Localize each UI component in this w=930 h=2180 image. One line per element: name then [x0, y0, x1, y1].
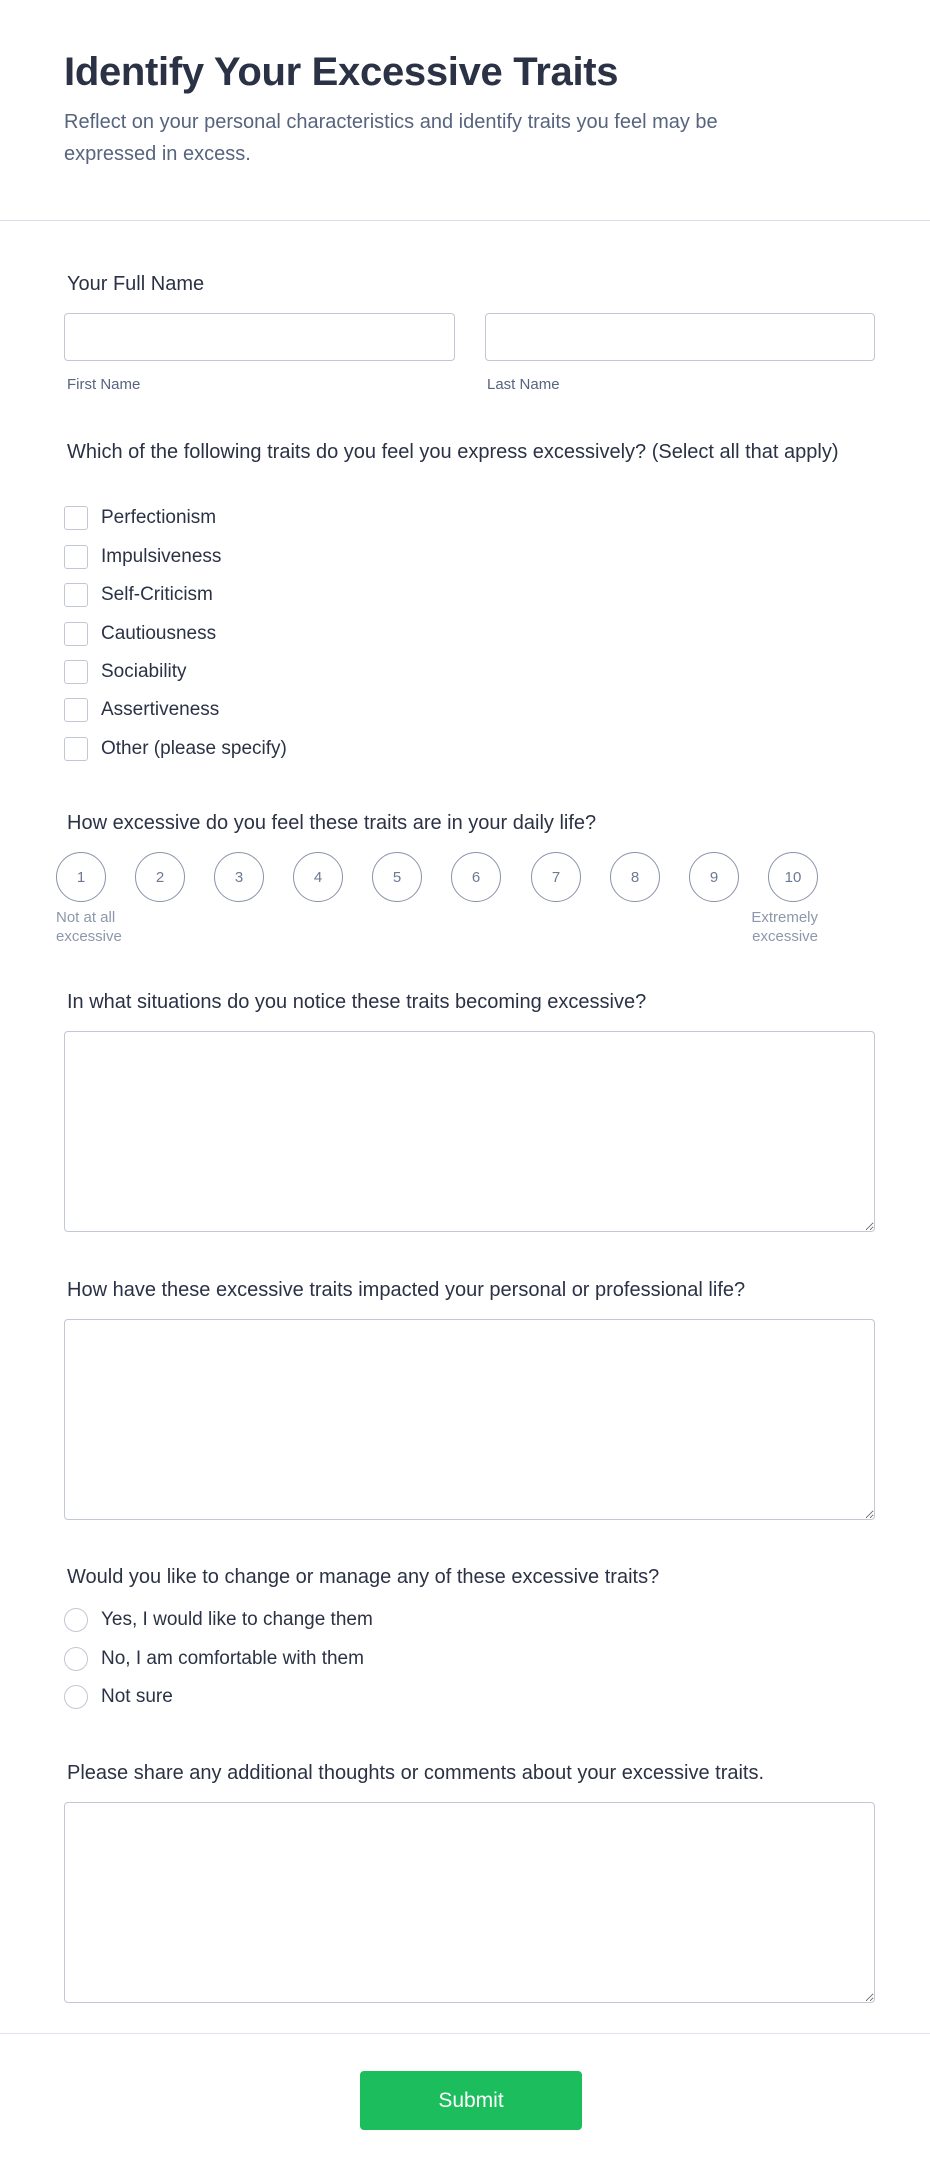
- scale-option-10[interactable]: 10: [768, 852, 818, 902]
- trait-option-impulsiveness[interactable]: [64, 544, 221, 570]
- trait-option-assertiveness[interactable]: [64, 697, 219, 723]
- scale-question: How excessive do you feel these traits are in your daily life?: [67, 812, 597, 834]
- situations-question: In what situations do you notice these traits becoming excessive?: [67, 991, 647, 1013]
- checkbox[interactable]: [64, 583, 88, 607]
- change-question: Would you like to change or manage any of these excessive traits?: [67, 1566, 660, 1588]
- form-header: [0, 0, 930, 221]
- option-label: No, I am comfortable with them: [101, 1648, 364, 1669]
- scale-min-caption: Not at all excessive: [56, 909, 122, 945]
- option-label: Cautiousness: [101, 623, 217, 644]
- scale-option-5[interactable]: 5: [372, 852, 422, 902]
- trait-option-cautiousness[interactable]: [64, 621, 216, 647]
- impact-question: How have these excessive traits impacted your personal or professional life?: [67, 1279, 746, 1301]
- change-option-no[interactable]: [64, 1646, 364, 1672]
- change-option-not-sure[interactable]: [64, 1684, 173, 1710]
- checkbox[interactable]: [64, 737, 88, 761]
- checkbox[interactable]: [64, 622, 88, 646]
- change-option-yes[interactable]: [64, 1607, 373, 1633]
- situations-textarea[interactable]: [64, 1031, 875, 1232]
- scale-option-7[interactable]: 7: [531, 852, 581, 902]
- scale-option-1[interactable]: 1: [56, 852, 106, 902]
- option-label: Impulsiveness: [101, 546, 222, 567]
- trait-option-perfectionism[interactable]: [64, 505, 216, 531]
- scale-option-8[interactable]: 8: [610, 852, 660, 902]
- comments-question: Please share any additional thoughts or comments about your excessive traits.: [67, 1762, 765, 1784]
- first-name-input[interactable]: [64, 313, 455, 361]
- radio-button[interactable]: [64, 1685, 88, 1709]
- page-subtitle: Reflect on your personal characteristics and identify traits you feel may be expressed in excess.: [64, 111, 718, 165]
- radio-button[interactable]: [64, 1647, 88, 1671]
- option-label: Not sure: [101, 1686, 173, 1707]
- scale-option-6[interactable]: 6: [451, 852, 501, 902]
- last-name-input[interactable]: [485, 313, 875, 361]
- submit-button[interactable]: Submit: [360, 2071, 582, 2130]
- option-label: Self-Criticism: [101, 584, 213, 605]
- trait-option-other[interactable]: [64, 736, 287, 762]
- checkbox[interactable]: [64, 660, 88, 684]
- first-name-sublabel: First Name: [67, 376, 141, 393]
- scale-max-caption: Extremely excessive: [751, 909, 818, 945]
- option-label: Other (please specify): [101, 738, 287, 759]
- traits-question: Which of the following traits do you feel you express excessively? (Select all that apply): [67, 441, 839, 463]
- checkbox[interactable]: [64, 698, 88, 722]
- last-name-sublabel: Last Name: [487, 376, 560, 393]
- scale-option-9[interactable]: 9: [689, 852, 739, 902]
- option-label: Assertiveness: [101, 699, 220, 720]
- impact-textarea[interactable]: [64, 1319, 875, 1520]
- option-label: Sociability: [101, 661, 187, 682]
- option-label: Yes, I would like to change them: [101, 1609, 373, 1630]
- trait-option-self-criticism[interactable]: [64, 582, 213, 608]
- comments-textarea[interactable]: [64, 1802, 875, 2003]
- checkbox[interactable]: [64, 545, 88, 569]
- full-name-label: Your Full Name: [67, 273, 205, 295]
- checkbox[interactable]: [64, 506, 88, 530]
- option-label: Perfectionism: [101, 507, 217, 528]
- footer-divider: [0, 2033, 930, 2034]
- scale-option-2[interactable]: 2: [135, 852, 185, 902]
- scale-option-4[interactable]: 4: [293, 852, 343, 902]
- trait-option-sociability[interactable]: [64, 659, 187, 685]
- scale-option-3[interactable]: 3: [214, 852, 264, 902]
- radio-button[interactable]: [64, 1608, 88, 1632]
- page-title: Identify Your Excessive Traits: [64, 50, 619, 94]
